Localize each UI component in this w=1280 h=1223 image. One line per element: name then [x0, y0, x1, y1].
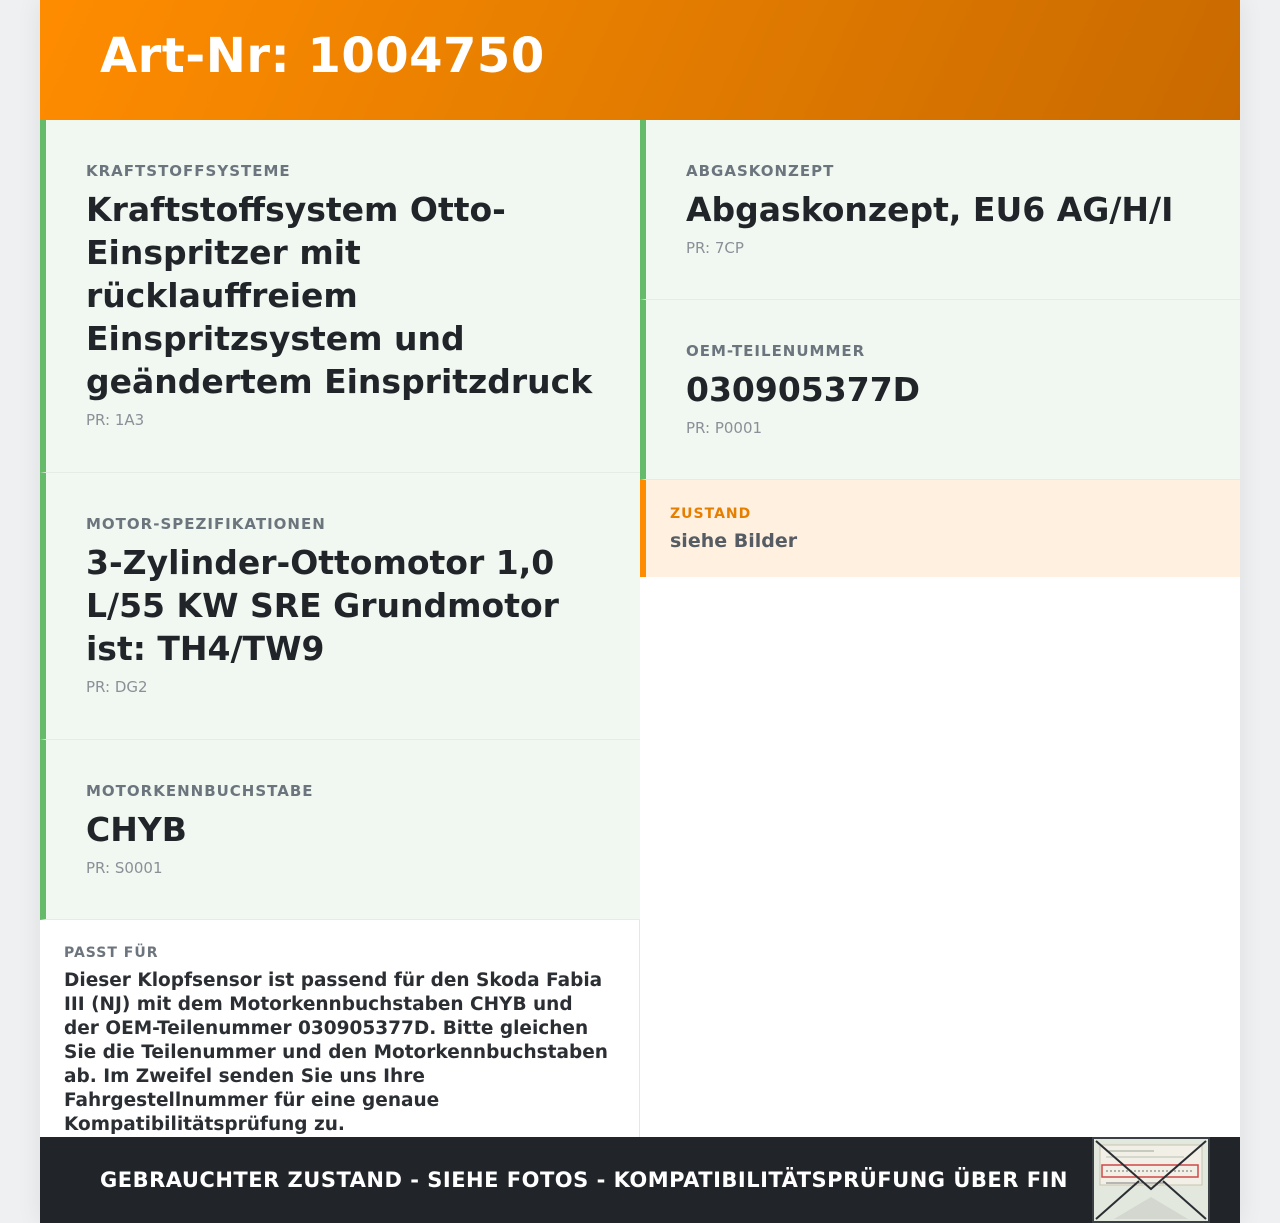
spec-value: CHYB: [86, 810, 187, 849]
envelope-icon: [1094, 1139, 1208, 1221]
spec-pr-code: PR: 7CP: [686, 239, 744, 257]
compatibility-label: PASST FÜR: [64, 945, 159, 961]
article-number-title: Art-Nr: 1004750: [100, 28, 545, 84]
condition-value: siehe Bilder: [670, 530, 798, 552]
specs-right-column: [640, 120, 1240, 577]
spec-motorkennbuchstabe: [40, 740, 640, 920]
footer-text: GEBRAUCHTER ZUSTAND - SIEHE FOTOS - KOMPATIBILITÄTSPRÜFUNG ÜBER FIN: [100, 1168, 1068, 1192]
compatibility-text: Dieser Klopfsensor ist passend für den Skoda Fabia III (NJ) mit dem Motorkennbuchstaben CHYB und der OEM-Teilenummer 030905377D. Bitte gleichen Sie die Teilenummer und den Motorkennbuchstaben ab. Im Zweifel senden Sie uns Ihre Fahrgestellnummer für eine genaue Kompatibilitätsprüfung zu.: [64, 970, 608, 1135]
spec-pr-code: PR: DG2: [86, 678, 148, 696]
spec-value: 030905377D: [686, 370, 921, 409]
spec-label: MOTOR-SPEZIFIKATIONEN: [86, 515, 326, 533]
vehicle-document-thumbnail[interactable]: [1092, 1137, 1210, 1223]
header-banner: [40, 0, 1240, 120]
spec-pr-code: PR: 1A3: [86, 411, 145, 429]
condition-label: ZUSTAND: [670, 506, 752, 522]
spec-motor-spezifikationen: [40, 473, 640, 740]
specs-left-column: [40, 120, 640, 920]
spec-oem-teilenummer: [640, 300, 1240, 480]
spec-label: KRAFTSTOFFSYSTEME: [86, 162, 291, 180]
spec-value: Kraftstoffsystem Otto-Einspritzer mit rücklauffreiem Einspritzsystem und geändertem Einspritzdruck: [86, 190, 593, 401]
compatibility-section: [40, 920, 640, 1137]
spec-kraftstoffsysteme: [40, 120, 640, 473]
spec-pr-code: PR: S0001: [86, 859, 163, 877]
spec-label: MOTORKENNBUCHSTABE: [86, 782, 314, 800]
spec-abgaskonzept: [640, 120, 1240, 300]
spec-label: OEM-TEILENUMMER: [686, 342, 866, 360]
footer-bar: [40, 1137, 1240, 1223]
condition-box: [640, 480, 1240, 577]
spec-label: ABGASKONZEPT: [686, 162, 835, 180]
spec-pr-code: PR: P0001: [686, 419, 763, 437]
spec-value: Abgaskonzept, EU6 AG/H/I: [686, 190, 1174, 229]
spec-value: 3-Zylinder-Ottomotor 1,0 L/55 KW SRE Grundmotor ist: TH4/TW9: [86, 543, 559, 668]
product-card: [40, 0, 1240, 1223]
